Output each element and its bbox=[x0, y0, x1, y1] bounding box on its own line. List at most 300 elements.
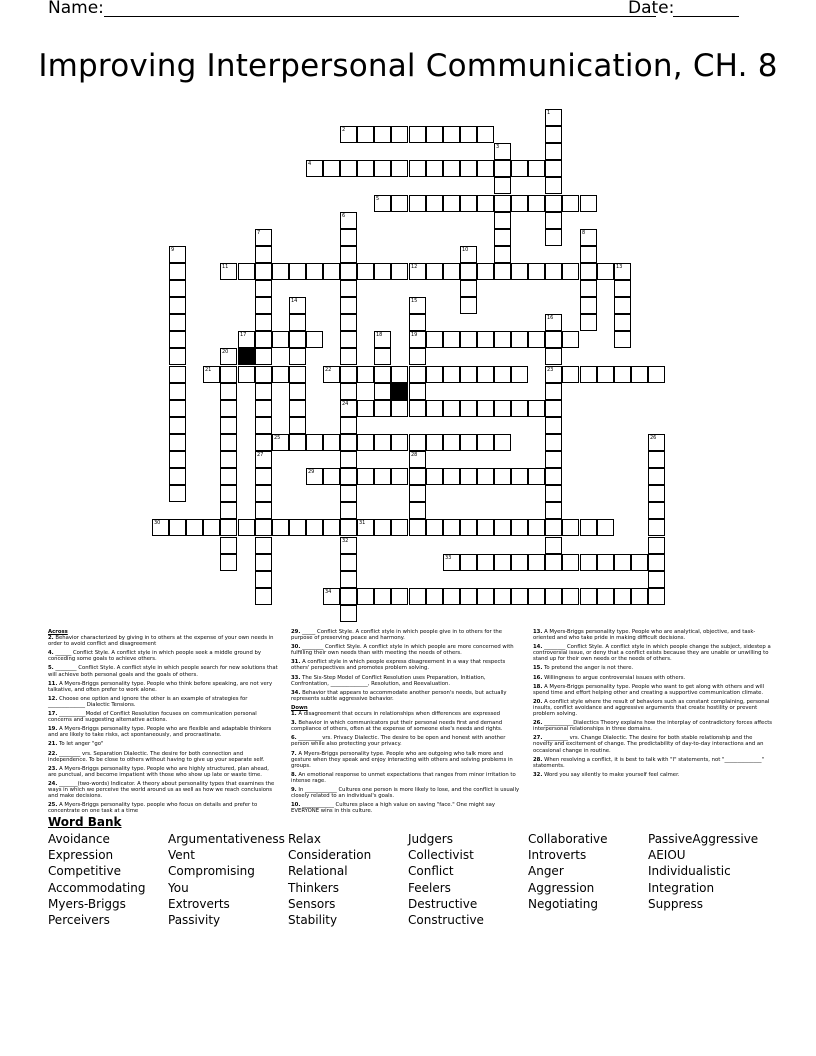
grid-cell[interactable] bbox=[648, 434, 665, 451]
grid-cell[interactable] bbox=[545, 417, 562, 434]
grid-cell[interactable] bbox=[255, 434, 272, 451]
grid-cell[interactable] bbox=[357, 160, 374, 177]
grid-cell[interactable] bbox=[580, 297, 597, 314]
grid-cell[interactable] bbox=[460, 400, 477, 417]
grid-cell[interactable] bbox=[340, 588, 357, 605]
grid-cell[interactable] bbox=[169, 434, 186, 451]
grid-cell[interactable] bbox=[409, 331, 426, 348]
grid-cell[interactable] bbox=[391, 126, 408, 143]
grid-cell[interactable] bbox=[545, 588, 562, 605]
grid-cell[interactable] bbox=[545, 195, 562, 212]
grid-cell[interactable] bbox=[494, 229, 511, 246]
grid-cell[interactable] bbox=[443, 263, 460, 280]
grid-cell[interactable] bbox=[340, 417, 357, 434]
grid-cell[interactable] bbox=[340, 400, 357, 417]
grid-cell[interactable] bbox=[648, 554, 665, 571]
grid-cell[interactable] bbox=[255, 366, 272, 383]
grid-cell[interactable] bbox=[289, 519, 306, 536]
grid-cell[interactable] bbox=[220, 502, 237, 519]
grid-cell[interactable] bbox=[426, 519, 443, 536]
grid-cell[interactable] bbox=[494, 468, 511, 485]
grid-cell[interactable] bbox=[220, 263, 237, 280]
grid-cell[interactable] bbox=[562, 195, 579, 212]
grid-cell[interactable] bbox=[477, 160, 494, 177]
grid-cell[interactable] bbox=[477, 263, 494, 280]
grid-cell[interactable] bbox=[289, 383, 306, 400]
grid-cell[interactable] bbox=[374, 434, 391, 451]
grid-cell[interactable] bbox=[340, 571, 357, 588]
grid-cell[interactable] bbox=[494, 331, 511, 348]
grid-cell[interactable] bbox=[357, 366, 374, 383]
grid-cell[interactable] bbox=[374, 400, 391, 417]
grid-cell[interactable] bbox=[409, 400, 426, 417]
grid-cell[interactable] bbox=[443, 126, 460, 143]
grid-cell[interactable] bbox=[238, 519, 255, 536]
grid-cell[interactable] bbox=[169, 451, 186, 468]
grid-cell[interactable] bbox=[340, 383, 357, 400]
grid-cell[interactable] bbox=[614, 314, 631, 331]
grid-cell[interactable] bbox=[238, 366, 255, 383]
grid-cell[interactable] bbox=[272, 331, 289, 348]
grid-cell[interactable] bbox=[511, 588, 528, 605]
grid-cell[interactable] bbox=[597, 366, 614, 383]
grid-cell[interactable] bbox=[443, 400, 460, 417]
grid-cell[interactable] bbox=[545, 314, 562, 331]
grid-cell[interactable] bbox=[357, 263, 374, 280]
grid-cell[interactable] bbox=[562, 263, 579, 280]
grid-cell[interactable] bbox=[374, 588, 391, 605]
grid-cell[interactable] bbox=[580, 554, 597, 571]
grid-cell[interactable] bbox=[443, 195, 460, 212]
grid-cell[interactable] bbox=[562, 519, 579, 536]
grid-cell[interactable] bbox=[255, 400, 272, 417]
grid-cell[interactable] bbox=[528, 160, 545, 177]
grid-cell[interactable] bbox=[545, 212, 562, 229]
grid-cell[interactable] bbox=[443, 160, 460, 177]
grid-cell[interactable] bbox=[340, 126, 357, 143]
grid-cell[interactable] bbox=[477, 468, 494, 485]
grid-cell[interactable] bbox=[289, 434, 306, 451]
grid-cell[interactable] bbox=[340, 160, 357, 177]
grid-cell[interactable] bbox=[580, 366, 597, 383]
grid-cell[interactable] bbox=[323, 366, 340, 383]
grid-cell[interactable] bbox=[357, 588, 374, 605]
grid-cell[interactable] bbox=[220, 451, 237, 468]
grid-cell[interactable] bbox=[460, 246, 477, 263]
grid-cell[interactable] bbox=[306, 434, 323, 451]
grid-cell[interactable] bbox=[477, 400, 494, 417]
grid-cell[interactable] bbox=[255, 246, 272, 263]
grid-cell[interactable] bbox=[203, 519, 220, 536]
grid-cell[interactable] bbox=[460, 195, 477, 212]
grid-cell[interactable] bbox=[648, 588, 665, 605]
grid-cell[interactable] bbox=[357, 434, 374, 451]
grid-cell[interactable] bbox=[511, 400, 528, 417]
grid-cell[interactable] bbox=[289, 263, 306, 280]
grid-cell[interactable] bbox=[511, 195, 528, 212]
grid-cell[interactable] bbox=[374, 468, 391, 485]
grid-cell[interactable] bbox=[220, 519, 237, 536]
grid-cell[interactable] bbox=[426, 331, 443, 348]
grid-cell[interactable] bbox=[272, 366, 289, 383]
grid-cell[interactable] bbox=[409, 434, 426, 451]
grid-cell[interactable] bbox=[545, 263, 562, 280]
grid-cell[interactable] bbox=[648, 502, 665, 519]
grid-cell[interactable] bbox=[169, 280, 186, 297]
grid-cell[interactable] bbox=[580, 229, 597, 246]
grid-cell[interactable] bbox=[409, 468, 426, 485]
grid-cell[interactable] bbox=[409, 126, 426, 143]
grid-cell[interactable] bbox=[443, 588, 460, 605]
grid-cell[interactable] bbox=[477, 434, 494, 451]
grid-cell[interactable] bbox=[391, 366, 408, 383]
grid-cell[interactable] bbox=[494, 400, 511, 417]
grid-cell[interactable] bbox=[323, 263, 340, 280]
grid-cell[interactable] bbox=[648, 485, 665, 502]
grid-cell[interactable] bbox=[391, 195, 408, 212]
grid-cell[interactable] bbox=[409, 160, 426, 177]
grid-cell[interactable] bbox=[255, 417, 272, 434]
grid-cell[interactable] bbox=[374, 366, 391, 383]
grid-cell[interactable] bbox=[306, 468, 323, 485]
grid-cell[interactable] bbox=[391, 160, 408, 177]
grid-cell[interactable] bbox=[494, 177, 511, 194]
grid-cell[interactable] bbox=[545, 160, 562, 177]
grid-cell[interactable] bbox=[494, 195, 511, 212]
grid-cell[interactable] bbox=[340, 451, 357, 468]
grid-cell[interactable] bbox=[511, 366, 528, 383]
grid-cell[interactable] bbox=[409, 502, 426, 519]
grid-cell[interactable] bbox=[460, 160, 477, 177]
grid-cell[interactable] bbox=[494, 246, 511, 263]
grid-cell[interactable] bbox=[357, 400, 374, 417]
grid-cell[interactable] bbox=[255, 588, 272, 605]
grid-cell[interactable] bbox=[545, 229, 562, 246]
grid-cell[interactable] bbox=[220, 366, 237, 383]
grid-cell[interactable] bbox=[272, 263, 289, 280]
grid-cell[interactable] bbox=[374, 519, 391, 536]
grid-cell[interactable] bbox=[169, 417, 186, 434]
grid-cell[interactable] bbox=[494, 588, 511, 605]
grid-cell[interactable] bbox=[340, 314, 357, 331]
grid-cell[interactable] bbox=[255, 348, 272, 365]
grid-cell[interactable] bbox=[460, 331, 477, 348]
grid-cell[interactable] bbox=[323, 588, 340, 605]
grid-cell[interactable] bbox=[545, 366, 562, 383]
grid-cell[interactable] bbox=[528, 519, 545, 536]
grid-cell[interactable] bbox=[255, 571, 272, 588]
grid-cell[interactable] bbox=[614, 280, 631, 297]
grid-cell[interactable] bbox=[340, 366, 357, 383]
grid-cell[interactable] bbox=[391, 588, 408, 605]
grid-cell[interactable] bbox=[614, 588, 631, 605]
grid-cell[interactable] bbox=[340, 502, 357, 519]
grid-cell[interactable] bbox=[169, 400, 186, 417]
grid-cell[interactable] bbox=[306, 331, 323, 348]
grid-cell[interactable] bbox=[528, 331, 545, 348]
grid-cell[interactable] bbox=[220, 468, 237, 485]
grid-cell[interactable] bbox=[460, 519, 477, 536]
grid-cell[interactable] bbox=[391, 263, 408, 280]
grid-cell[interactable] bbox=[289, 314, 306, 331]
grid-cell[interactable] bbox=[323, 160, 340, 177]
grid-cell[interactable] bbox=[306, 160, 323, 177]
grid-cell[interactable] bbox=[426, 126, 443, 143]
grid-cell[interactable] bbox=[220, 434, 237, 451]
grid-cell[interactable] bbox=[374, 348, 391, 365]
grid-cell[interactable] bbox=[426, 400, 443, 417]
grid-cell[interactable] bbox=[545, 348, 562, 365]
grid-cell[interactable] bbox=[409, 348, 426, 365]
grid-cell[interactable] bbox=[545, 126, 562, 143]
grid-cell[interactable] bbox=[255, 331, 272, 348]
grid-cell[interactable] bbox=[340, 263, 357, 280]
grid-cell[interactable] bbox=[460, 468, 477, 485]
grid-cell[interactable] bbox=[374, 331, 391, 348]
grid-cell[interactable] bbox=[477, 331, 494, 348]
grid-cell[interactable] bbox=[255, 263, 272, 280]
grid-cell[interactable] bbox=[169, 314, 186, 331]
grid-cell[interactable] bbox=[323, 519, 340, 536]
grid-cell[interactable] bbox=[460, 126, 477, 143]
grid-cell[interactable] bbox=[340, 297, 357, 314]
grid-cell[interactable] bbox=[426, 434, 443, 451]
grid-cell[interactable] bbox=[409, 588, 426, 605]
grid-cell[interactable] bbox=[169, 348, 186, 365]
grid-cell[interactable] bbox=[255, 229, 272, 246]
grid-cell[interactable] bbox=[186, 519, 203, 536]
grid-cell[interactable] bbox=[409, 451, 426, 468]
grid-cell[interactable] bbox=[443, 434, 460, 451]
grid-cell[interactable] bbox=[255, 554, 272, 571]
grid-cell[interactable] bbox=[306, 519, 323, 536]
name-field[interactable] bbox=[104, 16, 656, 17]
grid-cell[interactable] bbox=[443, 468, 460, 485]
grid-cell[interactable] bbox=[409, 485, 426, 502]
grid-cell[interactable] bbox=[255, 383, 272, 400]
grid-cell[interactable] bbox=[460, 366, 477, 383]
grid-cell[interactable] bbox=[545, 502, 562, 519]
grid-cell[interactable] bbox=[580, 195, 597, 212]
grid-cell[interactable] bbox=[169, 519, 186, 536]
grid-cell[interactable] bbox=[169, 297, 186, 314]
grid-cell[interactable] bbox=[494, 519, 511, 536]
grid-cell[interactable] bbox=[494, 434, 511, 451]
grid-cell[interactable] bbox=[409, 383, 426, 400]
grid-cell[interactable] bbox=[255, 468, 272, 485]
grid-cell[interactable] bbox=[460, 263, 477, 280]
grid-cell[interactable] bbox=[340, 246, 357, 263]
grid-cell[interactable] bbox=[528, 263, 545, 280]
grid-cell[interactable] bbox=[409, 297, 426, 314]
grid-cell[interactable] bbox=[289, 348, 306, 365]
grid-cell[interactable] bbox=[220, 400, 237, 417]
grid-cell[interactable] bbox=[306, 263, 323, 280]
grid-cell[interactable] bbox=[203, 366, 220, 383]
grid-cell[interactable] bbox=[648, 451, 665, 468]
grid-cell[interactable] bbox=[477, 195, 494, 212]
grid-cell[interactable] bbox=[545, 519, 562, 536]
grid-cell[interactable] bbox=[426, 468, 443, 485]
grid-cell[interactable] bbox=[494, 366, 511, 383]
grid-cell[interactable] bbox=[340, 485, 357, 502]
grid-cell[interactable] bbox=[255, 451, 272, 468]
grid-cell[interactable] bbox=[477, 519, 494, 536]
grid-cell[interactable] bbox=[340, 331, 357, 348]
grid-cell[interactable] bbox=[357, 468, 374, 485]
grid-cell[interactable] bbox=[426, 160, 443, 177]
grid-cell[interactable] bbox=[528, 554, 545, 571]
grid-cell[interactable] bbox=[340, 348, 357, 365]
grid-cell[interactable] bbox=[597, 263, 614, 280]
grid-cell[interactable] bbox=[614, 297, 631, 314]
grid-cell[interactable] bbox=[443, 366, 460, 383]
grid-cell[interactable] bbox=[374, 383, 391, 400]
grid-cell[interactable] bbox=[289, 417, 306, 434]
grid-cell[interactable] bbox=[255, 519, 272, 536]
grid-cell[interactable] bbox=[169, 366, 186, 383]
grid-cell[interactable] bbox=[597, 519, 614, 536]
grid-cell[interactable] bbox=[340, 468, 357, 485]
grid-cell[interactable] bbox=[220, 348, 237, 365]
grid-cell[interactable] bbox=[511, 331, 528, 348]
grid-cell[interactable] bbox=[255, 502, 272, 519]
grid-cell[interactable] bbox=[545, 537, 562, 554]
grid-cell[interactable] bbox=[340, 605, 357, 622]
grid-cell[interactable] bbox=[152, 519, 169, 536]
grid-cell[interactable] bbox=[545, 143, 562, 160]
grid-cell[interactable] bbox=[614, 366, 631, 383]
grid-cell[interactable] bbox=[648, 366, 665, 383]
grid-cell[interactable] bbox=[511, 554, 528, 571]
grid-cell[interactable] bbox=[528, 400, 545, 417]
grid-cell[interactable] bbox=[443, 554, 460, 571]
grid-cell[interactable] bbox=[340, 229, 357, 246]
grid-cell[interactable] bbox=[477, 366, 494, 383]
grid-cell[interactable] bbox=[545, 383, 562, 400]
grid-cell[interactable] bbox=[562, 331, 579, 348]
grid-cell[interactable] bbox=[426, 366, 443, 383]
grid-cell[interactable] bbox=[545, 434, 562, 451]
grid-cell[interactable] bbox=[580, 314, 597, 331]
grid-cell[interactable] bbox=[272, 434, 289, 451]
grid-cell[interactable] bbox=[494, 160, 511, 177]
grid-cell[interactable] bbox=[443, 331, 460, 348]
grid-cell[interactable] bbox=[220, 554, 237, 571]
grid-cell[interactable] bbox=[340, 212, 357, 229]
grid-cell[interactable] bbox=[374, 160, 391, 177]
grid-cell[interactable] bbox=[614, 331, 631, 348]
grid-cell[interactable] bbox=[409, 263, 426, 280]
grid-cell[interactable] bbox=[169, 383, 186, 400]
grid-cell[interactable] bbox=[340, 537, 357, 554]
grid-cell[interactable] bbox=[289, 366, 306, 383]
grid-cell[interactable] bbox=[648, 519, 665, 536]
grid-cell[interactable] bbox=[460, 588, 477, 605]
grid-cell[interactable] bbox=[426, 588, 443, 605]
grid-cell[interactable] bbox=[220, 417, 237, 434]
grid-cell[interactable] bbox=[255, 280, 272, 297]
grid-cell[interactable] bbox=[460, 434, 477, 451]
grid-cell[interactable] bbox=[340, 554, 357, 571]
date-field[interactable] bbox=[673, 16, 739, 17]
grid-cell[interactable] bbox=[648, 571, 665, 588]
grid-cell[interactable] bbox=[391, 400, 408, 417]
grid-cell[interactable] bbox=[443, 519, 460, 536]
grid-cell[interactable] bbox=[597, 588, 614, 605]
grid-cell[interactable] bbox=[494, 212, 511, 229]
grid-cell[interactable] bbox=[391, 434, 408, 451]
grid-cell[interactable] bbox=[169, 263, 186, 280]
grid-cell[interactable] bbox=[562, 554, 579, 571]
grid-cell[interactable] bbox=[545, 331, 562, 348]
grid-cell[interactable] bbox=[511, 160, 528, 177]
grid-cell[interactable] bbox=[631, 588, 648, 605]
grid-cell[interactable] bbox=[477, 126, 494, 143]
grid-cell[interactable] bbox=[528, 588, 545, 605]
grid-cell[interactable] bbox=[494, 143, 511, 160]
grid-cell[interactable] bbox=[631, 366, 648, 383]
grid-cell[interactable] bbox=[631, 554, 648, 571]
grid-cell[interactable] bbox=[528, 468, 545, 485]
grid-cell[interactable] bbox=[614, 263, 631, 280]
grid-cell[interactable] bbox=[220, 383, 237, 400]
grid-cell[interactable] bbox=[289, 297, 306, 314]
grid-cell[interactable] bbox=[169, 468, 186, 485]
grid-cell[interactable] bbox=[545, 177, 562, 194]
grid-cell[interactable] bbox=[220, 537, 237, 554]
grid-cell[interactable] bbox=[289, 400, 306, 417]
grid-cell[interactable] bbox=[511, 468, 528, 485]
grid-cell[interactable] bbox=[374, 263, 391, 280]
grid-cell[interactable] bbox=[272, 519, 289, 536]
grid-cell[interactable] bbox=[545, 400, 562, 417]
grid-cell[interactable] bbox=[511, 263, 528, 280]
grid-cell[interactable] bbox=[289, 331, 306, 348]
grid-cell[interactable] bbox=[391, 468, 408, 485]
grid-cell[interactable] bbox=[426, 263, 443, 280]
grid-cell[interactable] bbox=[374, 126, 391, 143]
grid-cell[interactable] bbox=[614, 554, 631, 571]
grid-cell[interactable] bbox=[409, 314, 426, 331]
grid-cell[interactable] bbox=[391, 519, 408, 536]
grid-cell[interactable] bbox=[340, 519, 357, 536]
grid-cell[interactable] bbox=[580, 246, 597, 263]
grid-cell[interactable] bbox=[580, 280, 597, 297]
grid-cell[interactable] bbox=[562, 588, 579, 605]
grid-cell[interactable] bbox=[169, 246, 186, 263]
grid-cell[interactable] bbox=[169, 485, 186, 502]
grid-cell[interactable] bbox=[545, 109, 562, 126]
grid-cell[interactable] bbox=[255, 537, 272, 554]
grid-cell[interactable] bbox=[545, 554, 562, 571]
grid-cell[interactable] bbox=[255, 314, 272, 331]
grid-cell[interactable] bbox=[460, 554, 477, 571]
grid-cell[interactable] bbox=[409, 366, 426, 383]
grid-cell[interactable] bbox=[477, 554, 494, 571]
grid-cell[interactable] bbox=[340, 434, 357, 451]
grid-cell[interactable] bbox=[545, 451, 562, 468]
grid-cell[interactable] bbox=[340, 280, 357, 297]
grid-cell[interactable] bbox=[580, 588, 597, 605]
grid-cell[interactable] bbox=[528, 195, 545, 212]
grid-cell[interactable] bbox=[409, 195, 426, 212]
grid-cell[interactable] bbox=[545, 468, 562, 485]
grid-cell[interactable] bbox=[562, 366, 579, 383]
grid-cell[interactable] bbox=[220, 485, 237, 502]
grid-cell[interactable] bbox=[511, 519, 528, 536]
grid-cell[interactable] bbox=[460, 297, 477, 314]
